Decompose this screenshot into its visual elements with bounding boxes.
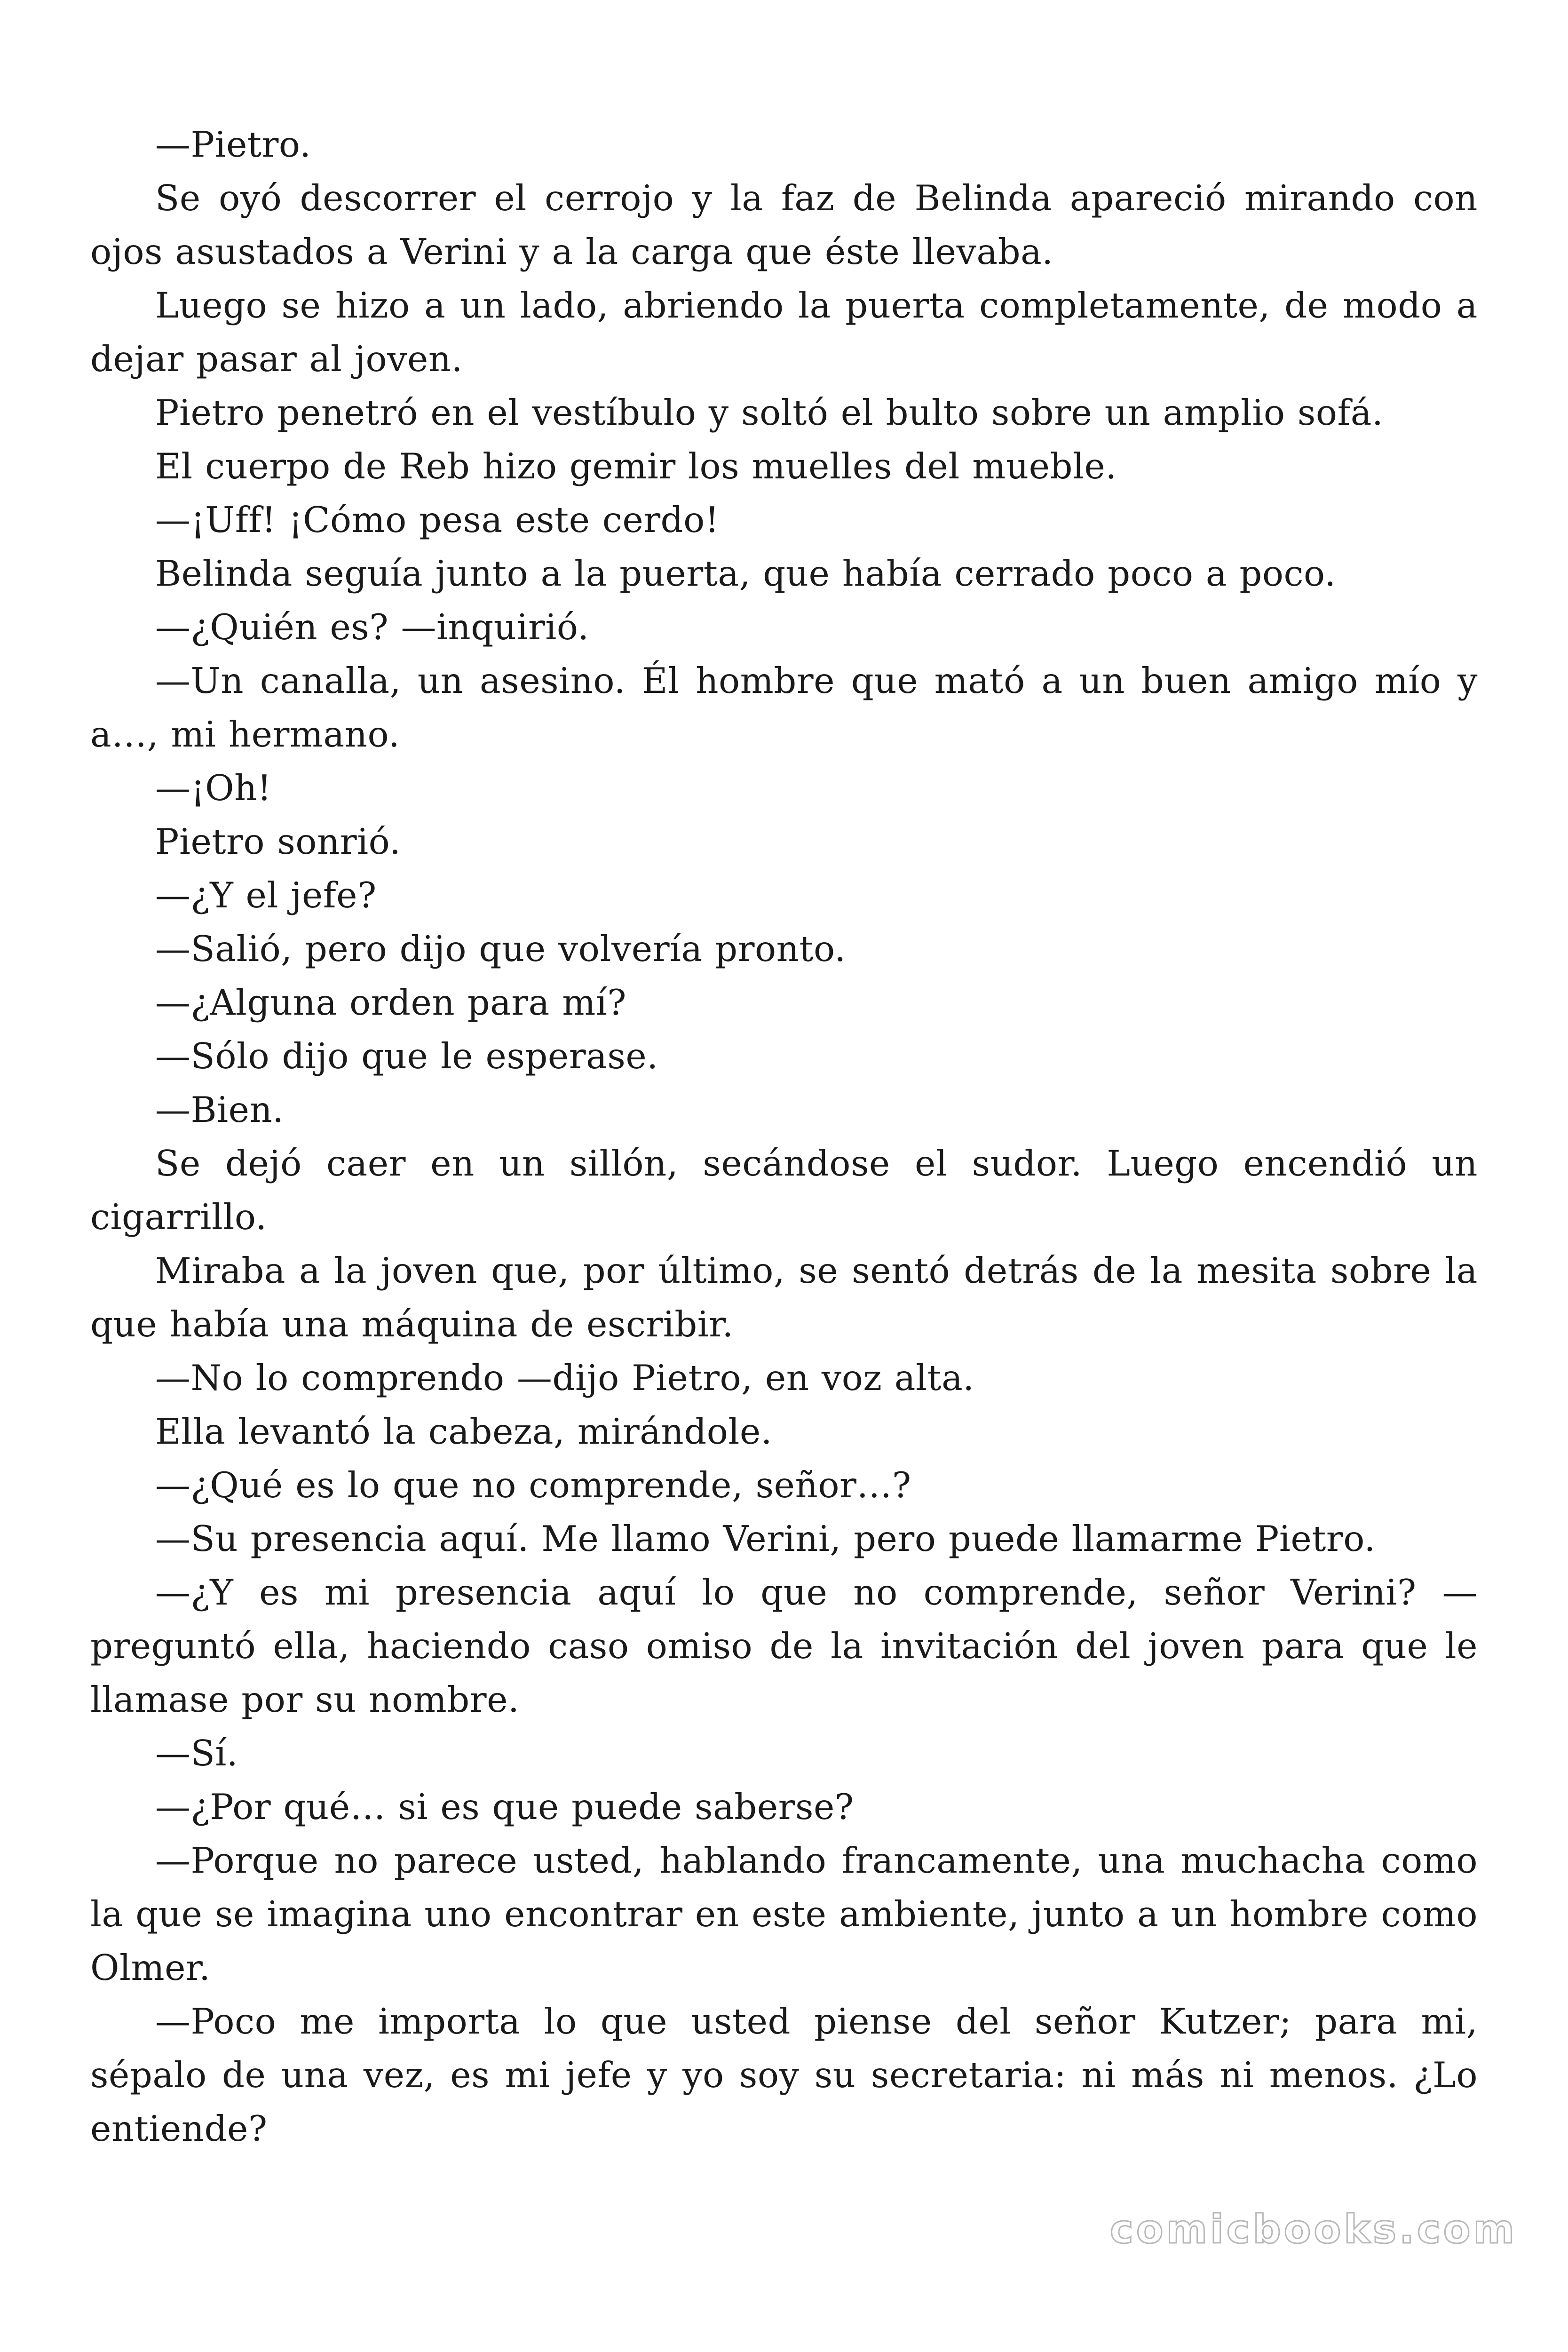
paragraph: Se dejó caer en un sillón, secándose el sudor. Luego encendió un cigarrillo. [90,1143,1478,1238]
paragraph: Belinda seguía junto a la puerta, que había cerrado poco a poco. [155,553,1336,594]
paragraph: —Sí. [155,1732,238,1774]
paragraph: —Sólo dijo que le esperase. [155,1035,658,1077]
paragraph: —No lo comprendo —dijo Pietro, en voz alta. [155,1357,974,1398]
paragraph: —¿Alguna orden para mí? [155,982,627,1023]
paragraph: —Su presencia aquí. Me llamo Verini, pero puede llamarme Pietro. [155,1518,1376,1559]
paragraph: —Bien. [155,1089,284,1130]
paragraph: El cuerpo de Reb hizo gemir los muelles del mueble. [155,445,1117,487]
paragraph: —Poco me importa lo que usted piense del señor Kutzer; para mi, sépalo de una vez, es mi jefe y yo soy su secretaria: ni más ni menos. ¿Lo entiende? [90,2001,1478,2149]
paragraph: Se oyó descorrer el cerrojo y la faz de Belinda apareció mirando con ojos asustados a Verini y a la carga que éste llevaba. [90,177,1478,272]
paragraph: Pietro sonrió. [155,821,401,862]
paragraph: —¿Por qué… si es que puede saberse? [155,1786,854,1828]
paragraph: Pietro penetró en el vestíbulo y soltó el bulto sobre un amplio sofá. [155,392,1384,433]
paragraph: —Un canalla, un asesino. Él hombre que mató a un buen amigo mío y a…, mi hermano. [90,660,1478,755]
paragraph: —¿Y el jefe? [155,874,377,916]
paragraph: —Porque no parece usted, hablando francamente, una muchacha como la que se imagina uno encontrar en este ambiente, junto a un hombre como Olmer. [90,1840,1478,1988]
paragraph: —¿Y es mi presencia aquí lo que no comprende, señor Verini? — preguntó ella, haciendo caso omiso de la invitación del joven para que le llamase por su nombre. [90,1572,1478,1720]
paragraph: —Pietro. [155,124,311,165]
watermark: comicbooks.com [1110,2206,1517,2252]
paragraph: —¡Oh! [155,767,272,809]
paragraph: —Salió, pero dijo que volvería pronto. [155,928,846,969]
paragraph: Luego se hizo a un lado, abriendo la puerta completamente, de modo a dejar pasar al joven. [90,285,1478,380]
paragraph: Ella levantó la cabeza, mirándole. [155,1411,773,1452]
paragraph: —¿Quién es? —inquirió. [155,606,589,648]
paragraph: Miraba a la joven que, por último, se sentó detrás de la mesita sobre la que había una máquina de escribir. [90,1250,1478,1345]
paragraph: —¿Qué es lo que no comprende, señor…? [155,1464,911,1506]
paragraph: —¡Uff! ¡Cómo pesa este cerdo! [155,499,720,540]
page-body [90,118,1478,2155]
